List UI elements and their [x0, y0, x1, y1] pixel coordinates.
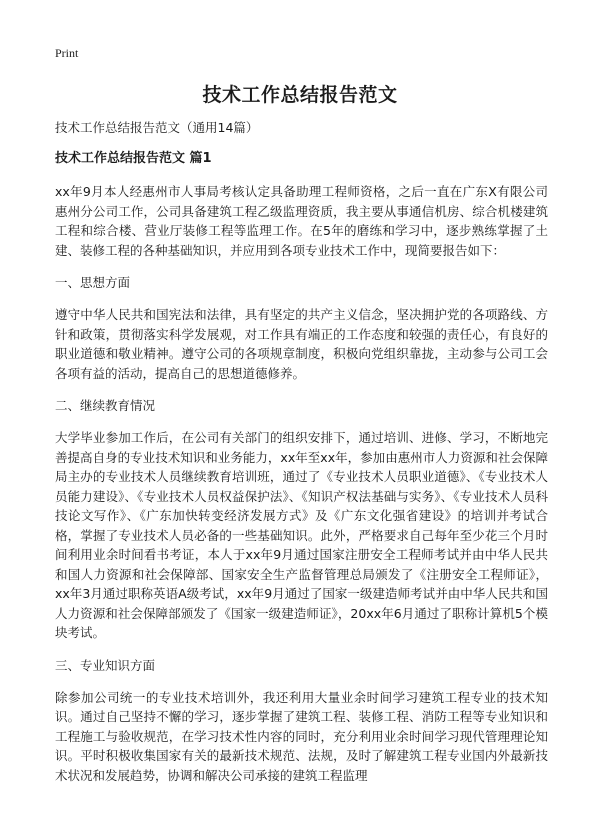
section-heading-knowledge: 三、专业知识方面 — [55, 657, 156, 673]
section-heading-education: 二、继续教育情况 — [55, 398, 156, 413]
article-heading: 技术工作总结报告范文 篇1 — [55, 151, 212, 166]
page-title: 技术工作总结报告范文 — [202, 84, 398, 106]
subtitle: 技术工作总结报告范文（通用14篇） — [55, 120, 259, 135]
intro-paragraph: xx年9月本人经惠州市人事局考核认定具备助理工程师资格，之后一直在广东X有限公司惠州分公司工作，公司具备建筑工程乙级监理资质，我主要从事通信机房、综合机楼建筑工程和综合楼、营业厅装修工程等监理工作。在5年的磨练和学习中，逐步熟练掌握了土建、装修工程的各种基础知识，并应用到各项专业技术工作中，现简要报告如下： — [55, 184, 548, 258]
section-body-thought: 遵守中华人民共和国宪法和法律，具有坚定的共产主义信念，坚决拥护党的各项路线、方针和政策，贯彻落实科学发展观，对工作具有端正的工作态度和较强的责任心，有良好的职业道德和敬业精神。遵守公司的各项规章制度，积极向党组织靠拢，主动参与公司工会各项有益的活动，提高自己的思想道德修养。 — [55, 307, 548, 381]
section-body-knowledge: 除参加公司统一的专业技术培训外，我还利用大量业余时间学习建筑工程专业的技术知识。通过自己坚持不懈的学习，逐步掌握了建筑工程、装修工程、消防工程等专业知识和工程施工与验收规范，在学习技术性内容的同时，充分利用业余时间学习现代管理理论知识。平时积极收集国家有关的最新技术规范、法规，及时了解建筑工程专业国内外最新技术状况和发展趋势，协调和解决公司承接的建筑工程监理 — [55, 689, 548, 783]
section-heading-thought: 一、思想方面 — [55, 275, 131, 290]
print-link[interactable]: Print — [55, 46, 79, 60]
document-body — [55, 120, 548, 800]
section-body-education: 大学毕业参加工作后，在公司有关部门的组织安排下，通过培训、进修、学习，不断地完善提高自身的专业技术知识和业务能力，xx年至xx年，参加由惠州市人力资源和社会保障局主办的专业技术人员继续教育培训班，通过了《专业技术人员职业道德》、《专业技术人员能力建设》、《专业技术人员权益保护法》、《知识产权法基础与实务》、《专业技术人员科技论文写作》、《广东加快转变经济发展方式》及《广东文化强省建设》的培训并考试合格，掌握了专业技术人员必备的一些基础知识。此外，严格要求自己每年至少花三个月时间利用业余时间看书考证，本人于xx年9月通过国家注册安全工程师考试并由中华人民共和国人力资源和社会保障部、国家安全生产监督管理总局颁发了《注册安全工程师证》，xx年3月通过职称英语A级考试，xx年9月通过了国家一级建造师考试并由中华人民共和国人力资源和社会保障部颁发了《国家一级建造师证》，20xx年6月通过了职称计算机5个模块考试。 — [55, 430, 548, 640]
